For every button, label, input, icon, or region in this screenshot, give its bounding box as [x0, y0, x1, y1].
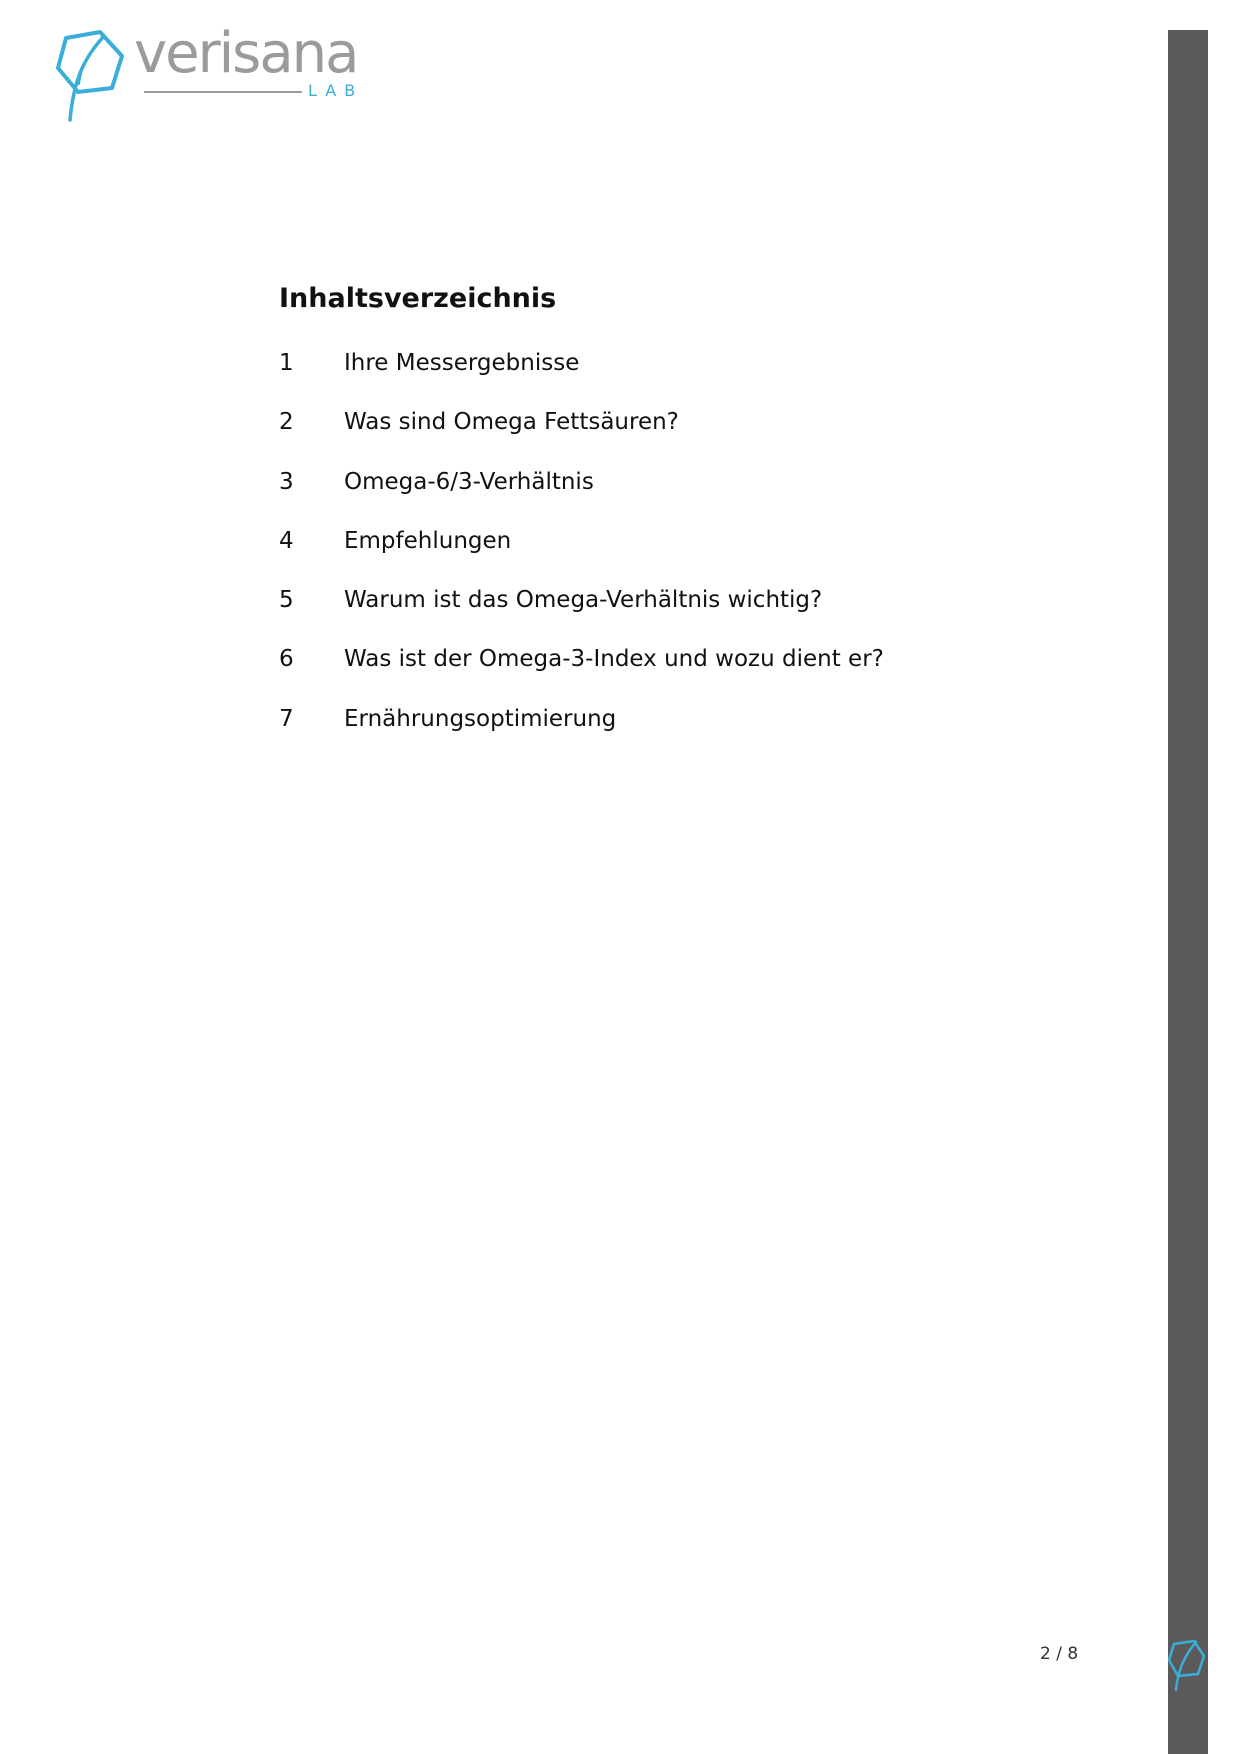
verisana-hexagon-small-icon [1166, 1636, 1208, 1694]
toc-item-number: 7 [279, 705, 294, 732]
logo-subtitle: LAB [308, 81, 364, 100]
toc-list [279, 350, 884, 765]
right-sidebar-strip [1168, 30, 1208, 1754]
logo-divider-line [144, 91, 302, 93]
toc-item-number: 2 [279, 409, 294, 436]
toc-title: Inhaltsverzeichnis [279, 283, 557, 314]
page-number: 2 / 8 [1040, 1644, 1079, 1664]
verisana-lab-logo [56, 21, 366, 128]
toc-item-label: Ernährungsoptimierung [344, 705, 617, 732]
toc-item-number: 4 [279, 527, 294, 554]
toc-item[interactable] [279, 706, 884, 765]
toc-item-number: 3 [279, 468, 294, 495]
toc-item-label: Empfehlungen [344, 527, 512, 554]
toc-item-label: Was ist der Omega-3-Index und wozu dient er? [344, 646, 884, 673]
toc-item-label: Ihre Messergebnisse [344, 350, 580, 376]
toc-item[interactable] [279, 646, 884, 705]
toc-item[interactable] [279, 350, 884, 409]
logo-wordmark: verisana [134, 21, 358, 86]
toc-item-number: 1 [279, 350, 294, 376]
toc-item[interactable] [279, 587, 884, 646]
toc-item-label: Was sind Omega Fettsäuren? [344, 409, 679, 436]
verisana-hexagon-logo-icon [56, 28, 136, 128]
toc-item[interactable] [279, 469, 884, 528]
toc-item-label: Warum ist das Omega-Verhältnis wichtig? [344, 587, 823, 614]
toc-item-number: 6 [279, 646, 294, 673]
toc-item-number: 5 [279, 587, 294, 614]
toc-item[interactable] [279, 409, 884, 468]
toc-item-label: Omega-6/3-Verhältnis [344, 468, 594, 495]
toc-item[interactable] [279, 528, 884, 587]
